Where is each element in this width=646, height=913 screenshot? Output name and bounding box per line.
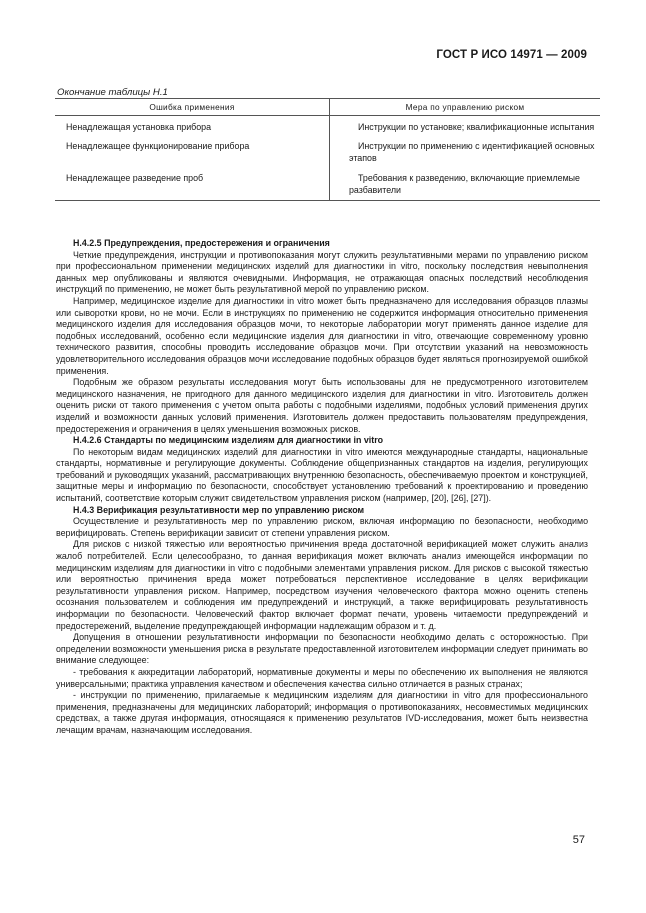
body-text [56,238,588,737]
section-heading: Н.4.2.6 Стандарты по медицинским изделиям для диагностики in vitro [73,435,384,446]
table-header-row [55,99,600,116]
paragraph: Осуществление и результативность мер по управлению риском, включая информацию по безопасности, необходимо верифицировать. Степень верификации зависит от степени управления риском. [56,516,588,538]
table-cell: Требования к разведению, включающие приемлемые разбавители [330,169,601,201]
table-cell: Ненадлежащее функционирование прибора [55,137,330,168]
table-row [55,169,600,201]
column-header-measure: Мера по управлению риском [330,99,601,116]
document-header: ГОСТ Р ИСО 14971 — 2009 [436,49,587,61]
list-item: - инструкции по применению, прилагаемые к медицинским изделиям для диагностики in vitro для профессионального применения, предназначены для медицинских лабораторий; информация о противопоказаниях, несовместимых медицинских средствах, а также другая информация, относящаяся к применению результатов IVD-исследования, может быть неизвестна лечащим врачам, назначающим исследования. [56,690,588,735]
table-caption: Окончание таблицы Н.1 [57,87,168,98]
table-cell: Инструкции по установке; квалификационные испытания [358,122,595,132]
section-heading: Н.4.2.5 Предупреждения, предостережения и ограничения [73,238,330,248]
paragraph: Подобным же образом результаты исследования могут быть использованы для не предусмотренного изготовителем медицинского назначения, не пригодного для данного медицинского изделия для диагностики in vitro. Изготовитель должен оценить риски от такого применения с учетом опыта работы с подобными изделиями, подобных условий применения других изделий и возможности данных условий применения. Изготовитель должен предоставить пользователям предупреждения, предостережения и ограничения в целях уменьшения возможных рисков. [56,377,588,434]
paragraph: Например, медицинское изделие для диагностики in vitro может быть предназначено для исследования образцов плазмы или сыворотки крови, но не мочи. Если в инструкциях по применению не содержится информация относительно применения медицинского изделия для исследования образцов мочи, то некоторые лаборатории могут применять данное изделие для подобных исследований, особенно если медицинские изделия для диагностики in vitro, отвечающие современному уровню технического развития, способны проводить исследование образцов мочи. При отсутствии указаний на невозможность удовлетворительного исследования образцов мочи исследование подобных образцов будет являться прогнозируемой ошибкой применения. [56,295,588,376]
table-row [55,116,600,138]
page-number: 57 [572,834,585,846]
paragraph: Для рисков с низкой тяжестью или вероятностью причинения вреда достаточной верификацией может служить анализ жалоб потребителей. Если целесообразно, то данная верификация может включать анализ имеющейся информации по медицинским изделиям для диагностики in vitro с подобными элементами управления риском. Для рисков с высокой тяжестью или вероятностью причинения вреда может потребоваться перспективное исследование в целях верификации результативности управления риском. Например, посредством изучения человеческого фактора можно оценить степень осознания пользователем и соблюдения им предупреждений и инструкций, а также верифицировать результативность информации по безопасности. Человеческий фактор включает формат печати, уровень читаемости предупреждений и предостережений, выделение предупреждающей информации надлежащим образом и т. д. [56,539,588,631]
table-cell: Ненадлежащее разведение проб [55,169,330,201]
table-row [55,137,600,168]
table-cell: Инструкции по применению с идентификацией основных этапов [349,141,595,164]
column-header-error: Ошибка применения [55,99,330,116]
paragraph: По некоторым видам медицинских изделий для диагностики in vitro имеются международные стандарты, национальные стандарты, нормативные и регулирующие документы. Соблюдение общепризнанных стандартов на изделия, регулирующих требований и руководящих указаний, рассматривающих внутреннюю безопасность, обеспечиваемую проектом и конструкцией, защитные меры и информацию по безопасности, способствует установлению требований к проектированию и проведению испытаний, соответствие которым служит свидетельством управления риском (например, [20], [26], [27]). [56,446,588,504]
paragraph: Допущения в отношении результативности информации по безопасности необходимо делать с осторожностью. При определении возможности уменьшения риска в результате предоставленной изготовителем информации следует принимать во внимание следующее: [56,632,588,666]
risk-control-table [55,98,600,201]
paragraph: Четкие предупреждения, инструкции и противопоказания могут служить результативными мерами по управлению риском при профессиональном применении медицинских изделий для диагностики in vitro, поскольку последствия невыполнения данных мер опубликованы и являются очевидными. Информация, не отражающая опасных последствий несоблюдения инструкций по применению, не может быть результативной мерой по управлению риском. [56,249,588,295]
table-cell: Ненадлежащая установка прибора [55,116,330,138]
list-item: - требования к аккредитации лабораторий, нормативные документы и меры по обеспечению их выполнения не являются универсальными; практика управления качеством и обеспечения качества сильно отличается в разных странах; [56,666,588,689]
section-heading: Н.4.3 Верификация результативности мер по управлению риском [73,504,365,515]
